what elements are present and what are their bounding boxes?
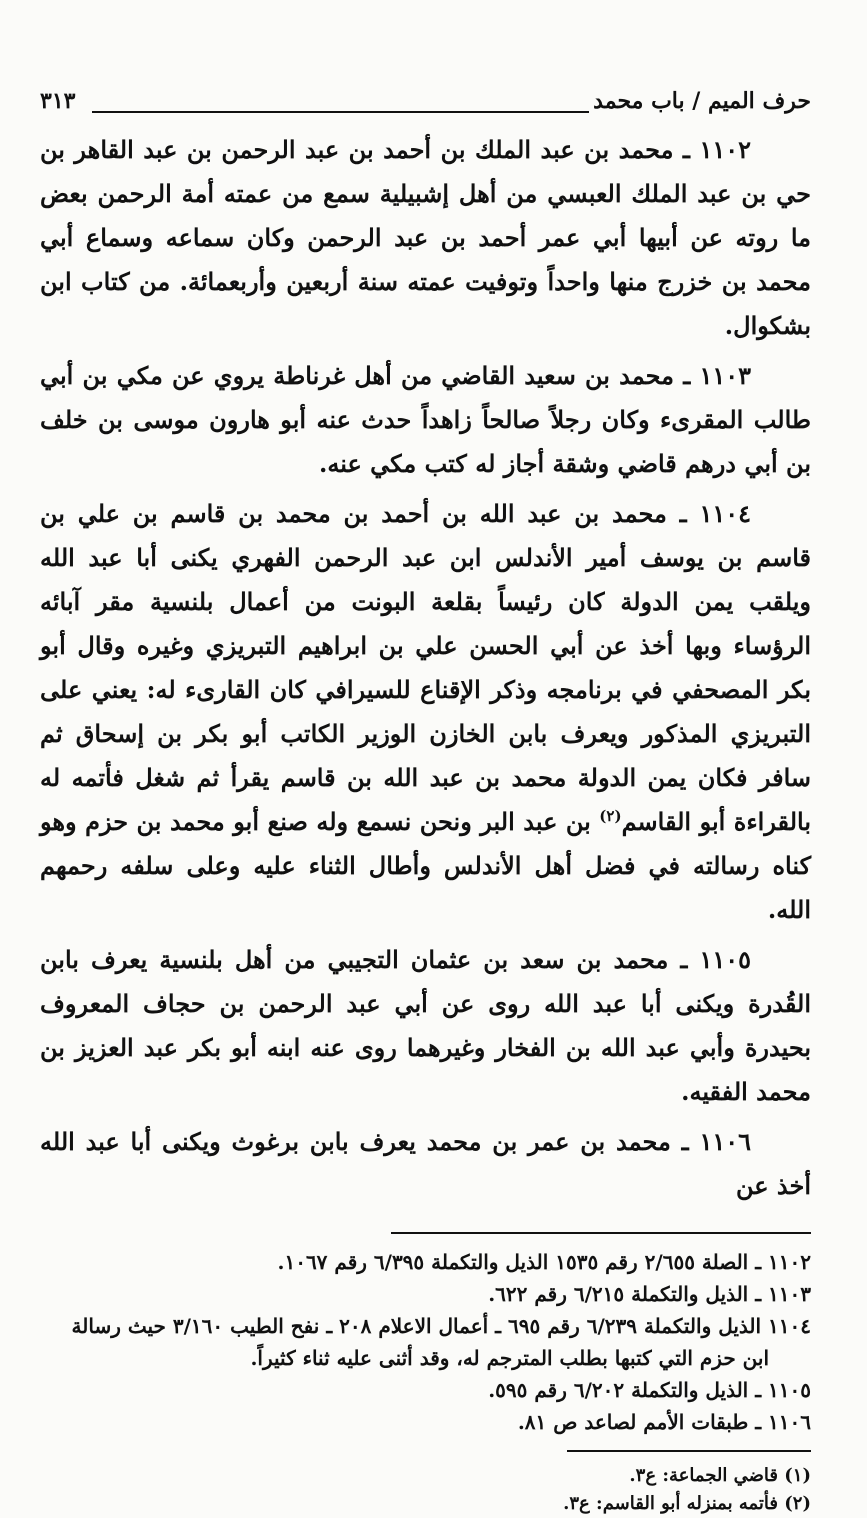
footnote-1106: ١١٠٦ ـ طبقات الأمم لصاعد ص ٨١. bbox=[517, 1410, 811, 1434]
footnote-ref-2: (٢) bbox=[599, 807, 622, 825]
variant-notes bbox=[40, 1462, 811, 1518]
note-2: (٢) فأتمه بمنزله أبو القاسم: ع٣. bbox=[563, 1493, 811, 1514]
entry-1104-text-before: ١١٠٤ ـ محمد بن عبد الله بن أحمد بن محمد بن قاسم بن علي بن قاسم بن يوسف أمير الأندلس ابن عبد الرحمن الفهري يكنى أبا عبد الله ويلقب يمن الدولة كان رئيساً بقلعة البونت من أعمال بلنسية مقر آبائه الرؤساء وبها أخذ عن أبي الحسن علي بن ابراهيم التبريزي وغيره وقال أبو بكر المصحفي في برنامجه وذكر الإقناع للسيرافي كان القارىء له: يعني على التبريزي المذكور ويعرف بابن الخازن الوزير الكاتب أبو بكر بن إسحاق ثم سافر فكان يمن الدولة محمد بن عبد الله بن قاسم يقرأ ثم شغل فأتمه له بالقراءة أبو القاسم bbox=[40, 499, 812, 836]
source-footnotes bbox=[40, 1246, 811, 1438]
entry-1103: ١١٠٣ ـ محمد بن سعيد القاضي من أهل غرناطة يروي عن مكي بن أبي طالب المقرىء وكان رجلاً صالحاً زاهداً حدث عنه أبو هارون موسى بن خلف بن أبي درهم قاضي وشقة أجاز له كتب مكي عنه. bbox=[40, 361, 811, 478]
footnote-1103: ١١٠٣ ـ الذيل والتكملة ٦/٢١٥ رقم ٦٢٢. bbox=[488, 1282, 811, 1306]
page-number: ٣١٣ bbox=[40, 88, 76, 114]
entry-1104 bbox=[40, 492, 811, 932]
note-1: (١) قاضي الجماعة: ع٣. bbox=[629, 1465, 811, 1486]
footnote-1102: ١١٠٢ ـ الصلة ٢/٦٥٥ رقم ١٥٣٥ الذيل والتكملة ٦/٣٩٥ رقم ١٠٦٧. bbox=[277, 1250, 811, 1274]
footnote-divider bbox=[391, 1232, 811, 1234]
entry-1105: ١١٠٥ ـ محمد بن سعد بن عثمان التجيبي من أهل بلنسية يعرف بابن القُدرة ويكنى أبا عبد الله روى عن أبي عبد الرحمن بن حجاف المعروف بحيدرة وأبي عبد الله بن الفخار وغيرهما روى عنه ابنه أبو بكر عبد العزيز بن محمد الفقيه. bbox=[40, 945, 811, 1106]
header-rule bbox=[92, 111, 589, 113]
footnote-1104-continuation: ابن حزم التي كتبها بطلب المترجم له، وقد أثنى عليه ثناء كثيراً. bbox=[250, 1346, 769, 1370]
entry-1104-text-after: بن عبد البر ونحن نسمع وله صنع أبو محمد بن حزم وهو كناه رسالته في فضل أهل الأندلس وأطال الثناء عليه وعلى سلفه رحمهم الله. bbox=[40, 807, 811, 924]
running-header bbox=[40, 86, 811, 122]
footnote-1104: ١١٠٤ الذيل والتكملة ٦/٢٣٩ رقم ٦٩٥ ـ أعمال الاعلام ٢٠٨ ـ نفح الطيب ٣/١٦٠ حيث رسالة bbox=[71, 1314, 811, 1338]
entry-1106: ١١٠٦ ـ محمد بن عمر بن محمد يعرف بابن برغوث ويكنى أبا عبد الله أخذ عن bbox=[40, 1127, 811, 1200]
header-title: حرف الميم / باب محمد bbox=[593, 88, 811, 114]
notes-divider bbox=[567, 1450, 811, 1452]
entries bbox=[40, 128, 811, 1208]
footnote-1105: ١١٠٥ ـ الذيل والتكملة ٦/٢٠٢ رقم ٥٩٥. bbox=[488, 1378, 811, 1402]
entry-1102: ١١٠٢ ـ محمد بن عبد الملك بن أحمد بن عبد الرحمن بن عبد القاهر بن حي بن عبد الملك العبسي من أهل إشبيلية سمع من عمته أمة الرحمن بعض ما روته عن أبيها أبي عمر أحمد بن عبد الرحمن وكان سماعه وسماع أبي محمد بن خزرج منها واحداً وتوفيت عمته سنة أربعين وأربعمائة. من كتاب ابن بشكوال. bbox=[40, 135, 811, 340]
